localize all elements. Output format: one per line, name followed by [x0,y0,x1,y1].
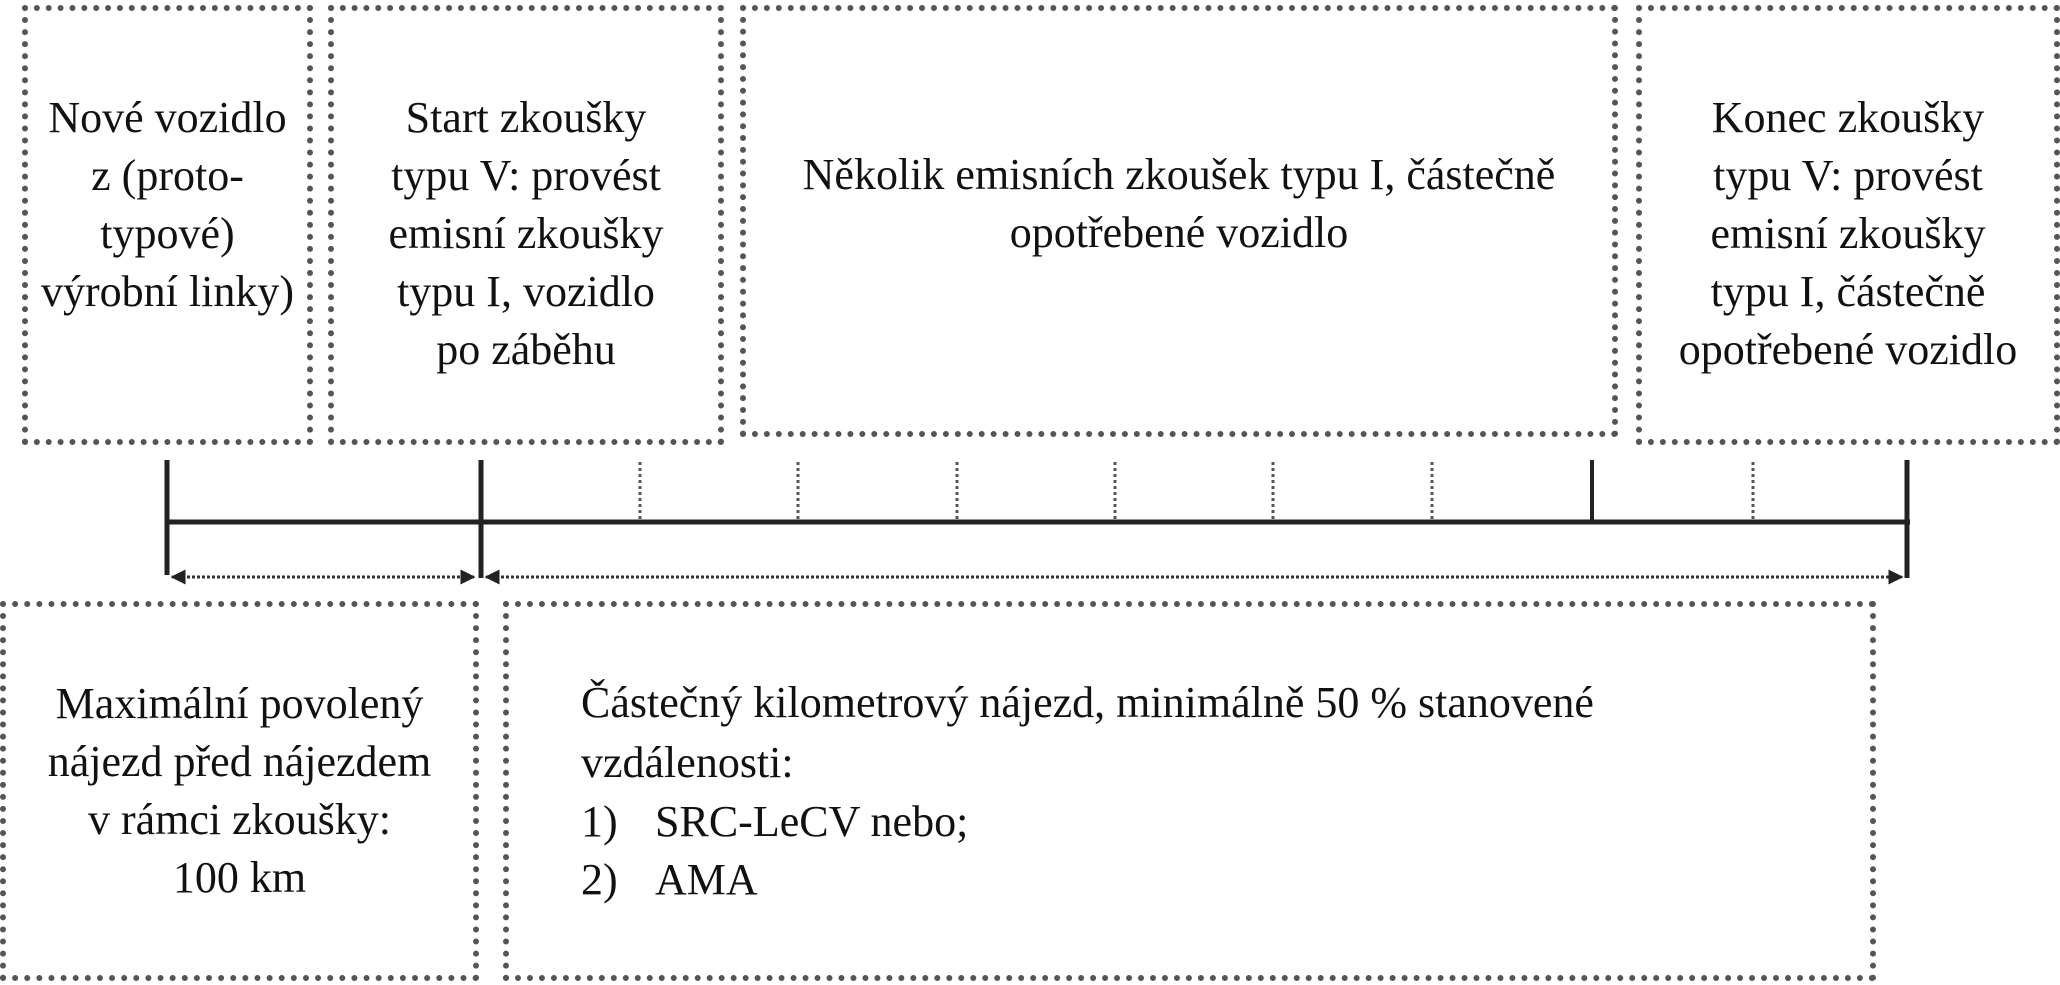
start-test-line: typu V: provést [391,151,661,200]
end-test-line: Konec zkoušky [1711,93,1985,142]
several-tests-line: Několik emisních zkoušek typu I, částečně [802,150,1556,199]
start-test-line: po záběhu [436,325,616,374]
list-item-label: SRC-LeCV nebo; [655,797,969,846]
start-test-line: typu I, vozidlo [397,267,655,316]
start-test-line: emisní zkoušky [388,209,664,258]
end-test-line: typu V: provést [1713,151,1983,200]
partial-mileage-text: vzdálenosti: [581,738,794,787]
several-tests-line: opotřebené vozidlo [1009,208,1349,257]
list-item [581,793,1870,851]
list-item-number: 1) [581,797,618,846]
partial-mileage-text: Částečný kilometrový nájezd, minimálně 50 % stanovené [581,678,1594,727]
list-item [581,851,1870,909]
max-mileage-box [0,601,479,981]
end-test-line: emisní zkoušky [1710,209,1986,258]
new-vehicle-line: výrobní linky) [41,267,294,316]
new-vehicle-line: Nové vozidlo [48,93,287,142]
max-mileage-line: v rámci zkoušky: [87,795,392,844]
start-test-line: Start zkoušky [405,93,647,142]
partial-mileage-box [503,601,1876,981]
new-vehicle-line: z (proto- [91,151,244,200]
max-mileage-line: Maximální povolený [55,679,424,728]
new-vehicle-line: typové) [100,209,235,258]
end-test-line: opotřebené vozidlo [1678,325,2018,374]
end-test-line: typu I, částečně [1710,267,1986,316]
list-item-label: AMA [655,855,758,904]
max-mileage-line: nájezd před nájezdem [47,737,432,786]
max-mileage-line: 100 km [172,853,307,902]
list-item-number: 2) [581,855,618,904]
